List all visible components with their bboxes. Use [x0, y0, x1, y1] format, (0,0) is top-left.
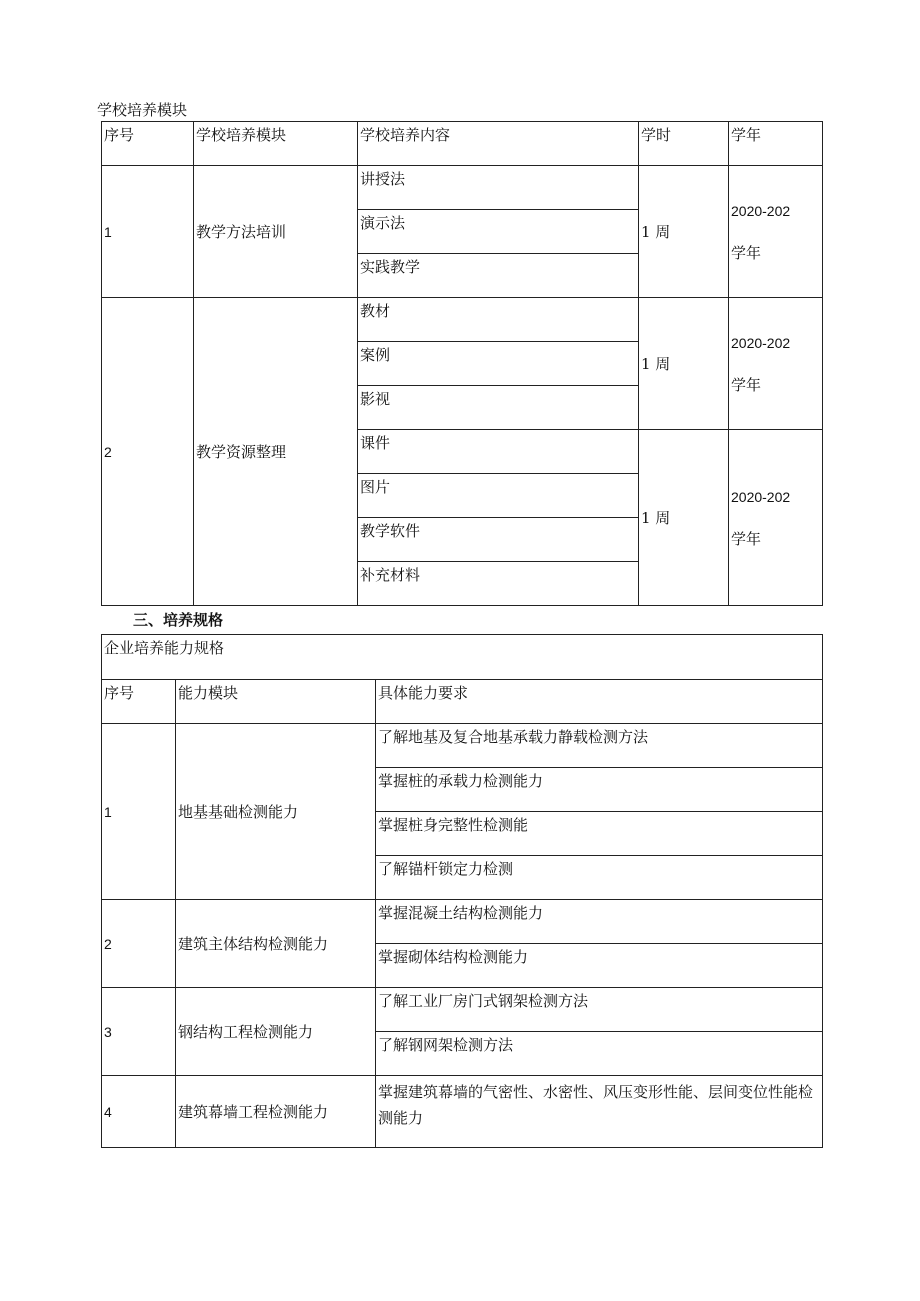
requirement-cell: 掌握混凝土结构检测能力: [376, 900, 823, 944]
content-cell: 讲授法: [358, 166, 639, 210]
row-index: 4: [102, 1076, 176, 1148]
row-module: 教学方法培训: [194, 166, 358, 298]
requirement-cell: 掌握桩身完整性检测能: [376, 812, 823, 856]
hours-cell: 1 周: [639, 166, 729, 298]
row-index: 2: [102, 298, 194, 606]
content-cell: 案例: [358, 342, 639, 386]
table-row: [102, 724, 823, 768]
requirement-cell: 掌握砌体结构检测能力: [376, 944, 823, 988]
content-cell: 图片: [358, 474, 639, 518]
content-cell: 演示法: [358, 210, 639, 254]
row-index: 3: [102, 988, 176, 1076]
table1-header-row: [102, 122, 823, 166]
table2-header-row: [102, 680, 823, 724]
header-module: 学校培养模块: [194, 122, 358, 166]
table-row: [102, 298, 823, 342]
content-cell: 教材: [358, 298, 639, 342]
section-title: 三、培养规格: [133, 611, 224, 629]
table-row: [102, 166, 823, 210]
row-index: 1: [102, 166, 194, 298]
year-unit: 学年: [731, 375, 762, 394]
table-row: [102, 988, 823, 1032]
content-cell: 教学软件: [358, 518, 639, 562]
header-content: 学校培养内容: [358, 122, 639, 166]
header-year: 学年: [729, 122, 823, 166]
table2-title-row: [102, 635, 823, 680]
year-cell: [729, 430, 823, 606]
hours-cell: 1 周: [639, 298, 729, 430]
requirement-cell: 掌握建筑幕墙的气密性、水密性、风压变形性能、层间变位性能检测能力: [376, 1076, 823, 1148]
school-training-table: [101, 121, 823, 606]
row-index: 1: [102, 724, 176, 900]
content-cell: 课件: [358, 430, 639, 474]
year-unit: 学年: [731, 243, 762, 262]
header-hours: 学时: [639, 122, 729, 166]
requirement-cell: 了解钢网架检测方法: [376, 1032, 823, 1076]
year-unit: 学年: [731, 529, 762, 548]
requirement-cell: 了解地基及复合地基承载力静载检测方法: [376, 724, 823, 768]
content-cell: 影视: [358, 386, 639, 430]
header-index: 序号: [102, 680, 176, 724]
hours-cell: 1 周: [639, 430, 729, 606]
header-requirement: 具体能力要求: [376, 680, 823, 724]
year-range: 2020-202: [731, 202, 791, 219]
year-range: 2020-202: [731, 334, 791, 351]
header-index: 序号: [102, 122, 194, 166]
header-module: 能力模块: [176, 680, 376, 724]
table-row: [102, 900, 823, 944]
row-module: 建筑幕墙工程检测能力: [176, 1076, 376, 1148]
requirement-cell: 掌握桩的承载力检测能力: [376, 768, 823, 812]
row-module: 教学资源整理: [194, 298, 358, 606]
requirement-cell: 了解工业厂房门式钢架检测方法: [376, 988, 823, 1032]
year-cell: [729, 298, 823, 430]
row-module: 地基基础检测能力: [176, 724, 376, 900]
year-cell: [729, 166, 823, 298]
row-module: 建筑主体结构检测能力: [176, 900, 376, 988]
requirement-cell: 了解锚杆锁定力检测: [376, 856, 823, 900]
year-range: 2020-202: [731, 488, 791, 505]
row-module: 钢结构工程检测能力: [176, 988, 376, 1076]
content-cell: 实践教学: [358, 254, 639, 298]
enterprise-capability-table: [101, 634, 823, 1148]
table1-caption: 学校培养模块: [97, 101, 188, 119]
table2-title: 企业培养能力规格: [102, 635, 823, 680]
row-index: 2: [102, 900, 176, 988]
content-cell: 补充材料: [358, 562, 639, 606]
table-row: [102, 1076, 823, 1148]
